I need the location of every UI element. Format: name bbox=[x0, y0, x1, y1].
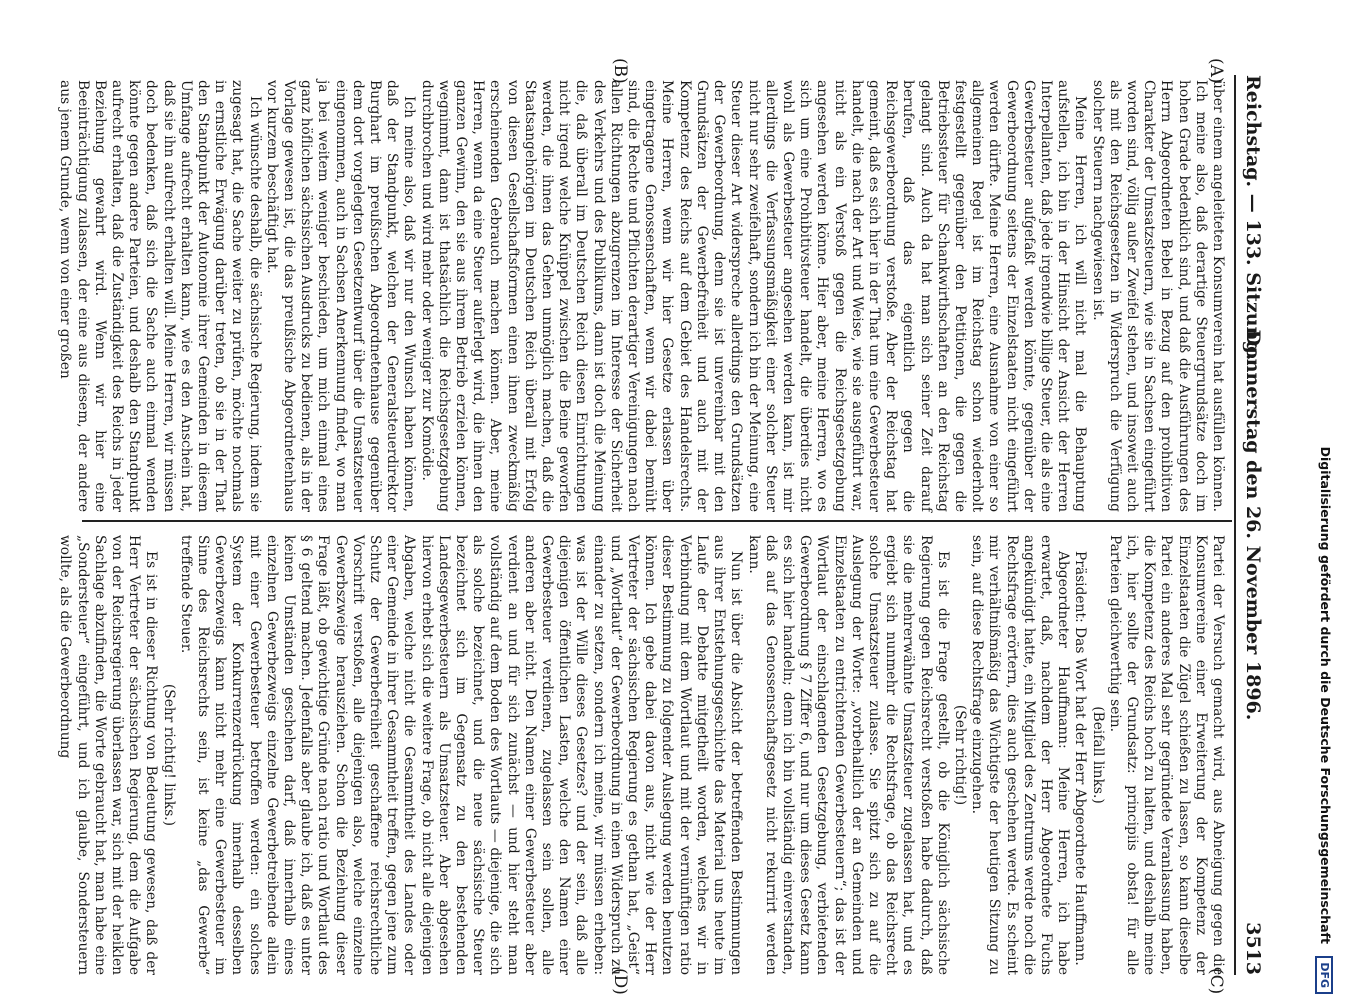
margin-mark-a: (A) bbox=[1206, 58, 1226, 84]
header-date: Donnerstag den 26. November 1896. bbox=[1242, 329, 1264, 721]
page-header bbox=[1236, 75, 1268, 975]
paragraph: Ich wünschte deshalb, die sächsische Regierung, indem sie zugesagt hat, die Sache weiter zu prüfen, möchte nochmals in ernstliche Erwägung darüber treten, ob sie in der That den Standpunkt der Autonomie ihrer Gemeinden in diesem Umfange aufrecht erhalten kann, wie es den Anschein hat, daß sie ihn aufrecht erhalten will. Meine Herren, wir müssen doch bedenken, daß sich die Sache auch einmal wenden könnte gegen andere Parteien, und deshalb den Standpunkt aufrecht erhalten, daß die Zuständigkeit des Reichs in jeder Beziehung gewahrt wird. Wenn wir hier eine Beeinträchtigung zulassen, der eine aus diesem, der andere aus jenem Grunde, wenn von einer großen bbox=[57, 80, 263, 512]
column-divider bbox=[82, 520, 1232, 522]
digitization-text: Digitalisierung gefördert durch die Deutsche Forschungsgemeinschaft bbox=[1318, 446, 1333, 944]
paragraph: Nun ist über die Absicht der betreffenden Bestimmungen aus ihrer Entstehungsgeschichte das Material uns heute im Laufe der Debatte mitgetheilt worden, welches wir in Verbindung mit dem Wortlaut und mit der vernünftigen ratio dieser Bestimmung zu folgender Auslegung werden benutzen können. Ich gebe dabei davon aus, nicht wie der Herr Vertreter der sächsischen Regierung es gethan hat, „Geist“ und „Wortlaut“ der Gewerbeordnung in einen Widerspruch zu einander zu setzen, sondern ich meine, wir müssen erheben: was ist der Wille dieses Gesetzes? und der sein, daß alle diejenigen öffentlichen Lasten, welche den Namen einer Gewerbesteuer verdienen, zugelassen sein sollen, alle anderen aber nicht. Den Namen einer Gewerbesteuer aber verdient an und für sich zunächst — und hier steht man vollständig auf dem Boden des Wortlauts — diejenige, die sich als solche bezeichnet, und die neue sächsische Steuer bezeichnet sich im Gegensatz zu den bestehenden Landesgewerbesteuern als Umsatzsteuer. Aber abgesehen hiervon erhebt sich die weitere Frage, ob nicht alle diejenigen Abgaben, welche nicht die Gesammtheit des Landes oder einer Gemeinde in ihrer Gesammtheit treffen, gegen jene zum Schutz der Gewerbefreiheit geschaffene reichsrechtliche Vorschrift verstoßen, alle diejenigen also, welche einzelne Gewerbszweige herausziehen. Schon die Beziehung dieser Frage läßt, ob gewichtige Gründe nach ratio und Wortlaut des § 6 geltend machen. Jedenfalls aber glaube ich, daß es unter keinen Umständen geschehen darf, daß innerhalb eines einzelnen Gewerbezweigs einzelne Gewerbetreibende allein mit einer Gewerbesteuer betroffen werden: ein solches System der Konkurrenzerdrückung innerhalb desselben Gewerbezweigs kann nicht mehr eine Gewerbesteuer im Sinne des Reichsrechts sein, ist keine „das Gewerbe“ treffende Steuer. bbox=[177, 535, 745, 975]
paragraph: Abgeordneter Hauffmann: Meine Herren, ich habe erwartet, daß, nachdem der Herr Abgeordnete Fuchs angekündigt hatte, ein Mitglied des Zentrums werde noch die Rechtsfrage erörtern, dies auch geschehen werde. Es scheint mir verhältnißmäßig das Wichtigste der heutigen Sitzung zu sein, auf diese Rechtsfrage einzugehen. bbox=[969, 535, 1072, 975]
paragraph: über einem angeleiteten Konsumverein hat ausfüllen können. Ich meine also, daß derartige Steuergrundsätze doch im hohen Grade bedenklich sind, und daß die Ausführungen des Herrn Abgeordneten Bebel in Bezug auf den prohibitiven Charakter der Umsatzsteuern, wie sie in Sachsen eingeführt worden sind, völlig außer Zweifel stehen, und insoweit auch als mit den Reichsgesetzen in Widerspruch die Verfügung solcher Steuern nachgewiesen ist. bbox=[1089, 80, 1226, 512]
header-rule bbox=[1234, 75, 1236, 975]
header-left: Reichstag. — 133. Sitzung. bbox=[1242, 75, 1264, 361]
margin-mark-b: (B) bbox=[610, 58, 630, 84]
paragraph: Präsident: Das Wort hat der Herr Abgeordnete Hauffmann. bbox=[1072, 551, 1089, 966]
margin-mark-c: (C) bbox=[1206, 968, 1226, 995]
paragraph: Ich meine also, daß wir nur den Wunsch haben können, daß der Standpunkt, welchen der Generalsteuerdirektor Burghart im preußischen Abgeordnetenhause gegenüber dem dort vorgelegten Gesetzentwurf über die Umsatzsteuer eingenommen, auch in Sachsen Anerkennung findet, wo man ja bei weitem weniger beschieden, um mich einmal eines ganz höflichen sächsischen Ausdrucks zu bedienen, als in der Vorlage gewesen ist, die das preußische Abgeordnetenhaus vor kurzem beschäftigt hat. bbox=[263, 80, 418, 512]
dfg-logo: DFG bbox=[1315, 956, 1333, 994]
interjection: (Sehr richtig! links.) bbox=[160, 683, 177, 827]
paragraph: Es ist die Frage gestellt, ob die Königlich sächsische Regierung gegen Reichsrecht verstoßen habe dadurch, daß sie die mehrerwähnte Umsatzsteuer zugelassen hat, und es ergiebt sich nunmehr die Rechtsfrage, ob das Reichsrecht solche Umsatzsteuer zulasse. Sie spitzt sich zu auf die Auslegung der Worte: „vorbehaltlich der an Gemeinden und Einzelstaaten zu entrichtenden Gewerbesteuern“; das ist der Wortlaut der einschlagenden Gesetzgebung, verbietenden Gewerbeordnung § 7 Ziffer 6, und nur um dieses Gesetz kann es sich hier handeln; denn ich bin vollständig einverstanden, daß auf das Genossenschaftsgesetz nicht rekurrirt werden kann. bbox=[745, 535, 951, 975]
interjection: (Beifall links.) bbox=[1089, 706, 1106, 804]
paragraph: Es ist in dieser Richtung von Bedeutung gewesen, daß der Herr Vertreter der sächsischen Regierung, dem die Aufgabe von der Reichsregierung überlassen war, sich mit der heiklen Sachlage abzufinden, die Worte gebraucht hat, man habe eine „Sondersteuer“ eingeführt, und ich glaube, Sondersteuern wollte, als die Gewerbeordnung bbox=[57, 535, 160, 975]
paragraph: Meine Herren, ich will nicht mal die Behauptung aufstellen, ich bin in der Hinsicht der Ansicht der Herren Interpellanten, daß jede irgendwie billige Steuer, die als eine Gewerbesteuer aufgefaßt werden könnte, gegenüber der Gewerbeordnung seitens der Einzelstaaten nicht eingeführt werden dürfte. Meine Herren, eine Ausnahme von einer so allgemeinen Regel ist im Reichstag schon wiederholt festgestellt gegenüber den Petitionen, die gegen die Betriebssteuer für Schankwirthschaften an den Reichstag gelangt sind. Auch da hat man sich seiner Zeit darauf berufen, daß das eigentlich gegen die Reichsgewerbeordnung verstoße. Aber der Reichstag hat gemeint, daß es sich hier in der That um eine Gewerbesteuer handelt, die nach der Art und Weise, wie sie ausgeführt war, nicht als ein Verstoß gegen die Reichsgesetzgebung angesehen werden könne. Hier aber, meine Herren, wo es sich um eine Prohibitivsteuer handelt, die überdies nicht wohl als Gewerbesteuer angesehen werden kann, ist mir allerdings die Verfassungsmäßigkeit einer solcher Steuer nicht nur sehr zweifelhaft, sondern ich bin der Meinung, eine Steuer dieser Art widerspreche allerdings den Grundsätzen der Gewerbeordnung, denn sie ist unvereinbar mit den Grundsätzen der Gewerbefreiheit und auch mit der Kompetenz des Reichs auf dem Gebiet des Handelsrechts. Meine Herren, wenn wir hier Gesetze erlassen über eingetragene Genossenschaften, wenn wir dabei bemüht sind, die Rechte und Pflichten derartiger Vereinigungen nach allen Richtungen abzugrenzen im Interesse der Sicherheit des Verkehrs und des Publikums, dann ist doch die Meinung die, daß überall im Deutschen Reich diesen Einrichtungen nicht irgend welche Knüppel zwischen die Beine geworfen werden, die ihnen das Gehen unmöglich machen, daß die Staatsangehörigen im Deutschen Reich überall mit Erfolg von diesen Gesellschaftsformen einen ihnen zweckmäßig erscheinenden Gebrauch machen können. Aber, meine Herren, wenn da eine Steuer auferlegt wird, die ihnen den ganzen Gewinn, den sie aus ihrem Betrieb erzielen können, wegnimmt, dann ist thatsächlich die Reichsgesetzgebung durchbrochen und wird mehr oder weniger zur Komödie. bbox=[418, 80, 1089, 512]
margin-mark-d: (D) bbox=[610, 968, 630, 995]
paragraph: Partei der Versuch gemacht wird, aus Abneigung gegen die Konsumvereine einer Erweiterung der Kompetenz der Einzelstaaten die Zügel schießen zu lassen, so kann dieselbe Partei ein anderes Mal sehr gegründete Veranlassung haben, die Kompetenz des Reichs hoch zu halten, und deshalb meine ich, hier sollte der Grundsatz: principiis obsta! für alle Parteien gleichwerthig sein. bbox=[1106, 535, 1226, 975]
digitization-note bbox=[1312, 6, 1338, 994]
right-column bbox=[57, 535, 1226, 975]
page-number: 3513 bbox=[1242, 922, 1264, 975]
left-column bbox=[57, 80, 1226, 512]
interjection: (Sehr richtig!) bbox=[951, 704, 968, 806]
